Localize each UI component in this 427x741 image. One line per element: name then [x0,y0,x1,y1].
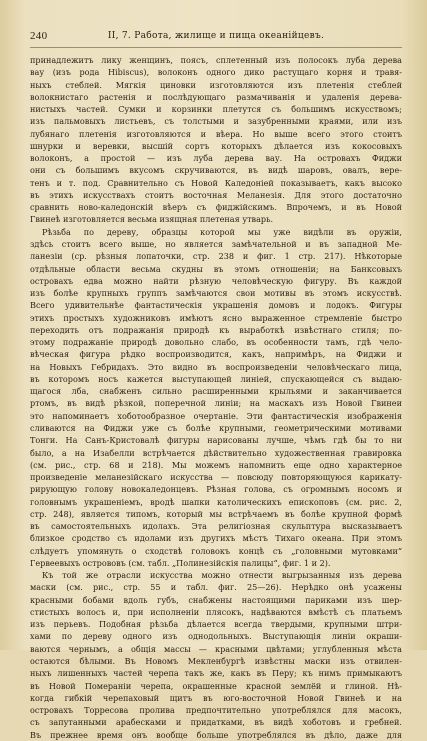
text-line: этому подражаніе природѣ довольно слабо, въ особенности тамъ, гдѣ чело- [30,337,402,348]
text-line: съ запутанными арабесками и придатками, въ видѣ хоботовъ и гребней. [30,717,402,728]
text-line: ныхъ стеблей. Мягкія циновки изготовляются изъ плетенія стеблей [30,79,402,90]
text-line: шнурки и веревки, высшій сортъ которыхъ дѣлается изъ кокосовыхъ [30,140,402,151]
text-line: близкое сродство съ идолами изъ другихъ мѣстъ Тихаго океана. При этомъ [30,533,402,544]
text-line: волоконъ, а простой — изъ луба дерева вау. На островахъ Фиджи [30,153,402,164]
text-line: Тонги. На Санъ-Кристовалѣ фигуры нарисованы лучше, чѣмъ гдѣ бы то ни [30,435,402,446]
text-line: ртомъ, въ видѣ рѣзкой, поперечной линіи; на маскахъ изъ Новой Гвинеи [30,398,402,409]
text-line: ныхъ лишенныхъ частей черепа такъ же, какъ въ Перу; къ нимъ примыкаютъ [30,668,402,679]
text-line: красными бобами вдоль губъ, снабжены настоящими париками изъ шер- [30,594,402,605]
text-line: на Новыхъ Гебридахъ. Это видно въ воспроизведеніи человѣческаго лица, [30,361,402,372]
text-line: волокнистаго растенія и послѣдующаго размачиванія и удаленія дерева- [30,91,402,102]
text-line: слѣдуетъ упомянуть о сходствѣ головокъ концѣ съ „головными мутовками“ [30,545,402,556]
text-line: сливаются на Фиджи уже съ болѣе крупными, геометрическими мотивами [30,422,402,433]
text-line: произведеніе меланезійскаго искусства — повсюду повторяющуюся карикату- [30,472,402,483]
text-line: въ Новой Помераніи черепа, окрашенные красной землёй и глиной. Нѣ- [30,680,402,691]
text-line: въ которомъ носъ кажется выступающей линіей, спускающейся съ выдаю- [30,373,402,384]
text-line: изъ перьевъ. Подобная рѣзьба дѣлается всегда твердыми, крупными штри- [30,619,402,630]
text-line: ваются чернымъ, а общія массы — красными цвѣтами; углубленныя мѣста [30,643,402,654]
text-line: островахъ Торресова пролива предпочтительно употреблялся для масокъ, [30,705,402,716]
text-line: было, а на Изабелли встрѣчается дѣйствительно художественная гравировка [30,447,402,458]
text-line: они съ большимъ вкусомъ скручиваются, въ видѣ шаровъ, овалъ, вере- [30,165,402,176]
text-line: вѣческая фигура рѣдко воспроизводится, какъ, напримѣръ, на Фиджи и [30,349,402,360]
text-line: переходить отъ подражанія природѣ къ выработкѣ извѣстнаго стиля; по- [30,324,402,335]
text-line: островахъ едва можно найти рѣзную человѣческую фигуру. Въ каждой [30,275,402,286]
text-line: это напоминаетъ хоботообразное очертаніе. Эти фантастическія изображенія [30,410,402,421]
text-line: стр. 248), является типомъ, который мы встрѣчаемъ въ болѣе крупной формѣ [30,508,402,519]
text-line: тенъ и т. под. Сравнительно съ Новой Каледоніей показываетъ, какъ высоко [30,177,402,188]
text-line: Къ той же отрасли искусства можно отнести выгрызанныя изъ дерева [42,570,402,581]
text-line: щагося лба, снабженъ сильно расширенными крыльями и заканчивается [30,386,402,397]
text-line: здѣсь стоитъ всего выше, но является замѣчательной и въ западной Ме- [30,238,402,249]
text-line: этихъ простыхъ художниковъ имѣютъ ясно выраженное стремленіе быстро [30,312,402,323]
page-number: 240 [30,30,48,42]
text-line: Всего удивительнѣе фантастическія украшенія домовъ и лодокъ. Фигуры [30,300,402,311]
text-line: лубянаго плетенія изготовляются и вѣера. Но выше всего этого стоитъ [30,128,402,139]
text-line: маски (см. рис., стр. 55 и табл. фиг. 25—26). Нерѣдко онѣ усажены [30,582,402,593]
text-line: Въ прежнее время онъ вообще больше употреблялся въ дѣло, даже для [30,729,402,740]
text-line: въ самостоятельныхъ идолахъ. Эта религіозная скульптура высказываетъ [30,521,402,532]
text-line: изъ болѣе крупныхъ группъ замѣчаются свои мотивы въ этомъ искусствѣ. [30,288,402,299]
text-line: Рѣзьба по дереву, образцы которой мы уже видѣли въ оружіи, [42,226,402,237]
text-line: нистыхъ частей. Сумки и корзинки плетутся съ большимъ искусствомъ; [30,104,402,115]
body-text [30,54,402,741]
text-line: Гервеевыхъ острововъ (см. табл. „Полинезійскія палицы“, фиг. 1 и 2). [30,557,331,568]
text-line: когда гибкій черепаховый щитъ въ юго-восточной Новой Гвинеѣ и на [30,692,402,703]
text-line: отдѣльные области весьма скудны въ этомъ отношеніи; на Банксовыхъ [30,263,402,274]
text-line: (см. рис., стр. 68 и 218). Мы можемъ напомнить еще одно характерное [30,459,402,470]
text-line: стистыхъ волосъ и, при исполненіи плясокъ, надѣваются вмѣстѣ съ платьемъ [30,606,402,617]
text-line: хами по дереву одного изъ однодольныхъ. Выступающія линіи окраши- [30,631,402,642]
running-title: II, 7. Работа, жилище и пища океанійцевъ. [107,31,325,41]
text-line: въ этихъ искусствахъ стоитъ восточная Меланезія. Для этого достаточно [30,189,402,200]
text-line: принадлежитъ лику женщинъ, поясъ, сплетенный изъ полосокъ луба дерева [30,55,402,65]
text-line: вау (изъ рода Hibiscus), волоконъ одного дико растущаго корня и травя- [30,67,402,78]
text-line: рирующую голову новокаледонцевъ. Рѣзная голова, съ огромнымъ носомъ и [30,484,402,495]
text-line: Гвинеѣ изготовляется весьма изящная плетеная утварь. [30,214,274,225]
text-line: сравнить ново-каледонскій вѣеръ съ фиджійскимъ. Впрочемъ, и въ Новой [30,202,402,213]
running-header [30,30,402,44]
text-line: головнымъ украшеніемъ, вродѣ шапки католическихъ епископовъ (см. рис. 2, [30,496,402,507]
text-line: остаются бѣлыми. Въ Новомъ Мекленбургѣ извѣстны маски изъ отвилен- [30,656,402,667]
text-line: изъ пальмовыхъ листьевъ, съ толстыми и зазубренными краями, или изъ [30,116,402,127]
header-rule [30,47,402,48]
text-line: ланезіи (ср. рѣзныя лопаточки, стр. 238 и фиг. 1 стр. 217). Нѣкоторые [30,251,402,262]
